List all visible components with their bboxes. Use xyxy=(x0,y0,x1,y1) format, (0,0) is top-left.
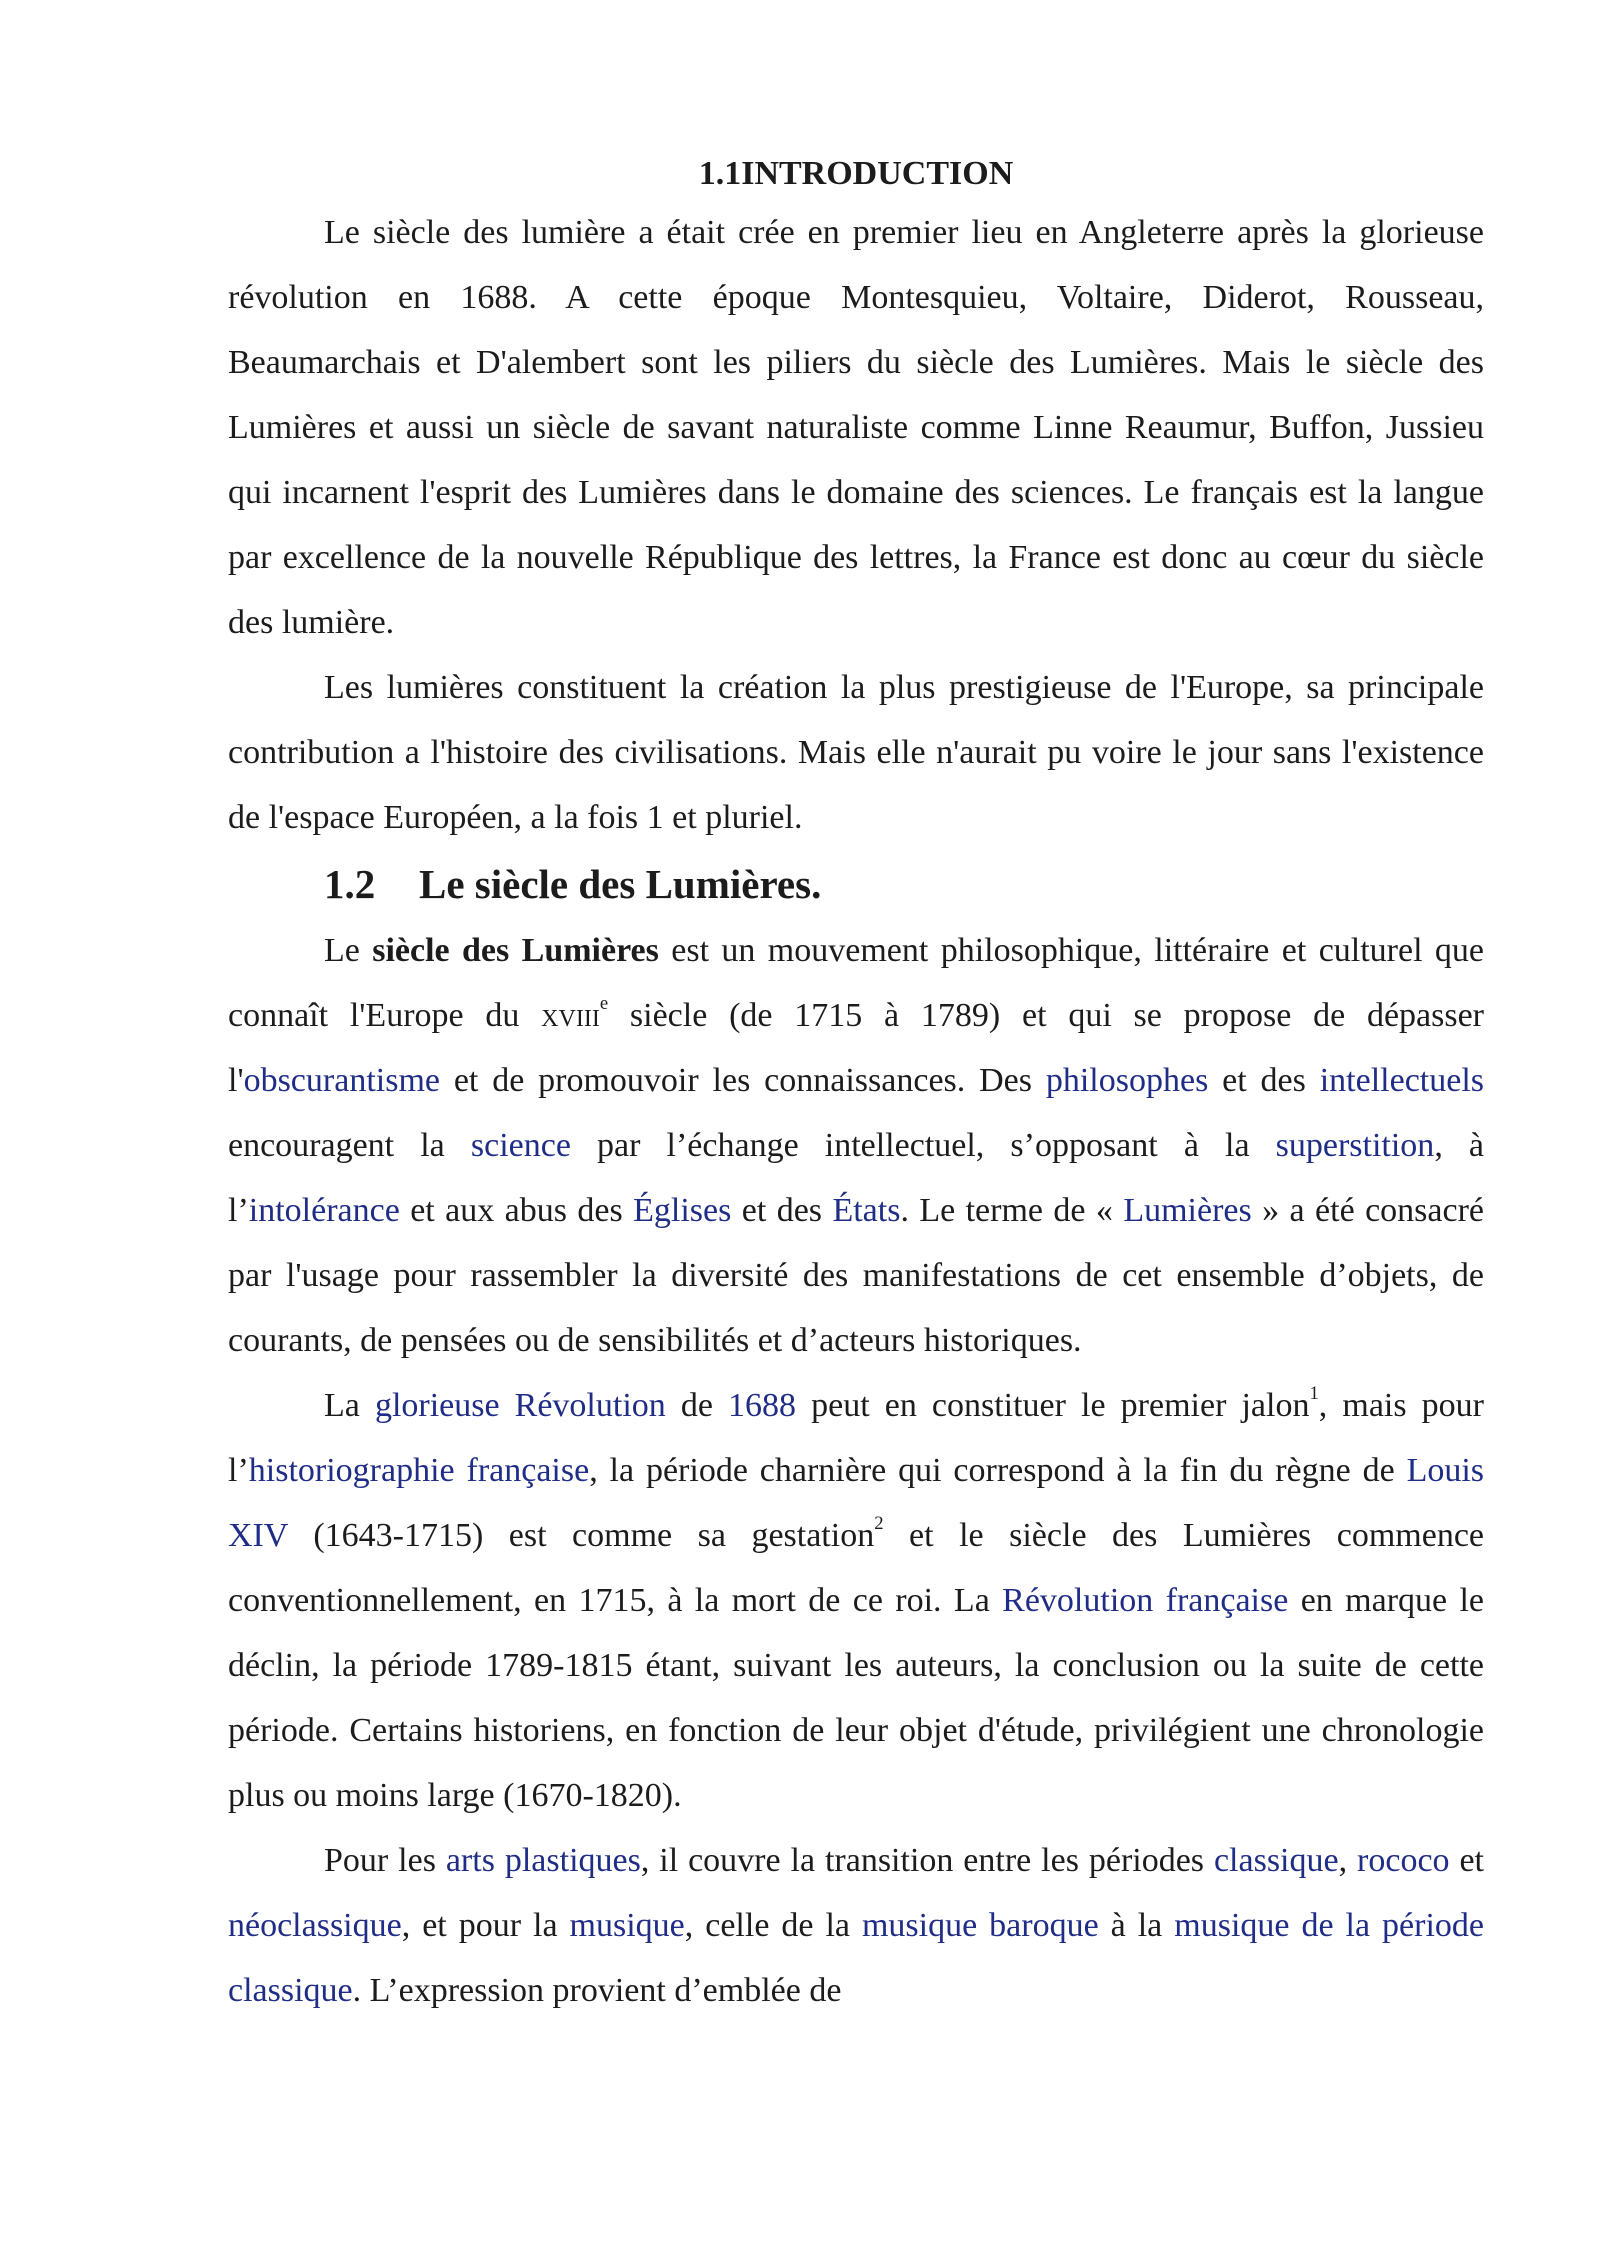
text-run: par l’échange intellectuel, s’opposant à la xyxy=(570,1127,1276,1164)
text-run: et des xyxy=(731,1192,833,1229)
link-intolerance[interactable]: intolérance xyxy=(248,1192,400,1229)
text-run: et de promouvoir les connaissances. Des xyxy=(439,1062,1046,1099)
intro-paragraph-2: Les lumières constituent la création la plus prestigieuse de l'Europe, sa principale contribution a l'histoire des civilisations. Mais elle n'aurait pu voire le jour sans l'existence de l'espace Européen, a la fois 1 et pluriel. xyxy=(228,669,1484,836)
text-run: La xyxy=(324,1387,375,1424)
text-run: , la période charnière qui correspond à la fin du règne de xyxy=(589,1452,1407,1489)
footnote-ref-1[interactable]: 1 xyxy=(1309,1383,1319,1405)
link-neoclassique[interactable]: néoclassique xyxy=(228,1907,402,1944)
text-run: et aux abus des xyxy=(399,1192,634,1229)
link-1688[interactable]: 1688 xyxy=(728,1387,797,1424)
text-run: , à l’ xyxy=(228,1127,1485,1229)
text-run: et des xyxy=(1208,1062,1320,1099)
link-intellectuels[interactable]: intellectuels xyxy=(1319,1062,1485,1099)
text-run: , il couvre la transition entre les périodes xyxy=(640,1842,1214,1879)
text-run: , celle de la xyxy=(684,1907,862,1944)
link-rococo[interactable]: rococo xyxy=(1357,1842,1450,1879)
text-run: et le siècle des Lumières commence conventionnellement, en 1715, à la mort de ce roi. La xyxy=(228,1517,1484,1619)
intro-paragraph-1: Le siècle des lumière a était crée en premier lieu en Angleterre après la glorieuse révolution en 1688. A cette époque Montesquieu, Voltaire, Diderot, Rousseau, Beaumarchais et D'alembert sont les piliers du siècle des Lumières. Mais le siècle des Lumières et aussi un siècle de savant naturaliste comme Linne Reaumur, Buffon, Jussieu qui incarnent l'esprit des Lumières dans le domaine des sciences. Le français est la langue par excellence de la nouvelle République des lettres, la France est donc au cœur du siècle des lumière. xyxy=(228,214,1484,641)
footnote-ref-2[interactable]: 2 xyxy=(874,1513,884,1535)
intro-heading: 1.1INTRODUCTION xyxy=(698,155,1014,192)
link-eglises[interactable]: Églises xyxy=(633,1192,732,1229)
text-run: de xyxy=(665,1387,729,1424)
link-musique[interactable]: musique xyxy=(569,1907,685,1944)
link-arts-plastiques[interactable]: arts plastiques xyxy=(445,1842,641,1879)
link-historiographie-francaise[interactable]: historiographie française xyxy=(248,1452,590,1489)
link-revolution-francaise[interactable]: Révolution française xyxy=(1002,1582,1289,1619)
text-run: est un mouvement philosophique, littéraire et culturel que connaît l'Europe du xyxy=(228,932,1485,1034)
bold-term: siècle des Lumières xyxy=(372,932,659,969)
text-run: en marque le déclin, la période 1789-1815 étant, suivant les auteurs, la conclusion ou la suite de cette période. Certains historiens, en fonction de leur objet d'étude, privilégient une chronologie plus ou moins large (1670-1820). xyxy=(228,1582,1485,1814)
section-paragraph-2 xyxy=(228,1373,1484,1828)
section-heading xyxy=(228,850,1484,918)
link-philosophes[interactable]: philosophes xyxy=(1045,1062,1209,1099)
text-run: . Le terme de « xyxy=(900,1192,1124,1229)
text-run: , et pour la xyxy=(401,1907,570,1944)
text-run: , xyxy=(1338,1842,1358,1879)
text-run: Le xyxy=(324,932,373,969)
link-glorieuse-revolution[interactable]: glorieuse Révolution xyxy=(374,1387,666,1424)
text-run: peut en constituer le premier jalon xyxy=(796,1387,1310,1424)
section-paragraph-3 xyxy=(228,1828,1484,2023)
century-numeral: xviii xyxy=(541,997,600,1034)
link-classique[interactable]: classique xyxy=(1213,1842,1339,1879)
link-lumieres[interactable]: Lumières xyxy=(1123,1192,1252,1229)
text-run: à la xyxy=(1098,1907,1175,1944)
text-run: et xyxy=(1449,1842,1485,1879)
text-run: Pour les xyxy=(324,1842,446,1879)
link-superstition[interactable]: superstition xyxy=(1275,1127,1435,1164)
link-louis-xiv[interactable]: Louis XIV xyxy=(228,1452,1485,1554)
link-science[interactable]: science xyxy=(470,1127,571,1164)
text-run: , mais pour l’ xyxy=(228,1387,1484,1489)
section-title: Le siècle des Lumières. xyxy=(419,861,822,907)
section-number: 1.2 xyxy=(324,861,376,907)
text-run: encouragent la xyxy=(228,1127,471,1164)
link-musique-baroque[interactable]: musique baroque xyxy=(861,1907,1099,1944)
century-superscript: e xyxy=(599,993,609,1015)
link-musique-periode-classique[interactable]: musique de la période classique xyxy=(228,1907,1484,2009)
text-run: . L’expression provient d’emblée de xyxy=(352,1972,842,2009)
text-run: (1643-1715) est comme sa gestation xyxy=(287,1517,875,1554)
text-run: siècle (de 1715 à 1789) et qui se propose de dépasser l' xyxy=(228,997,1484,1099)
link-etats[interactable]: États xyxy=(832,1192,901,1229)
link-obscurantisme[interactable]: obscurantisme xyxy=(243,1062,440,1099)
section-paragraph-1 xyxy=(228,918,1484,1373)
text-run: » a été consacré par l'usage pour rassembler la diversité des manifestations de cet ensemble d’objets, de courants, de pensées ou de sensibilités et d’acteurs historiques. xyxy=(228,1192,1485,1359)
page-content xyxy=(228,150,1484,2023)
